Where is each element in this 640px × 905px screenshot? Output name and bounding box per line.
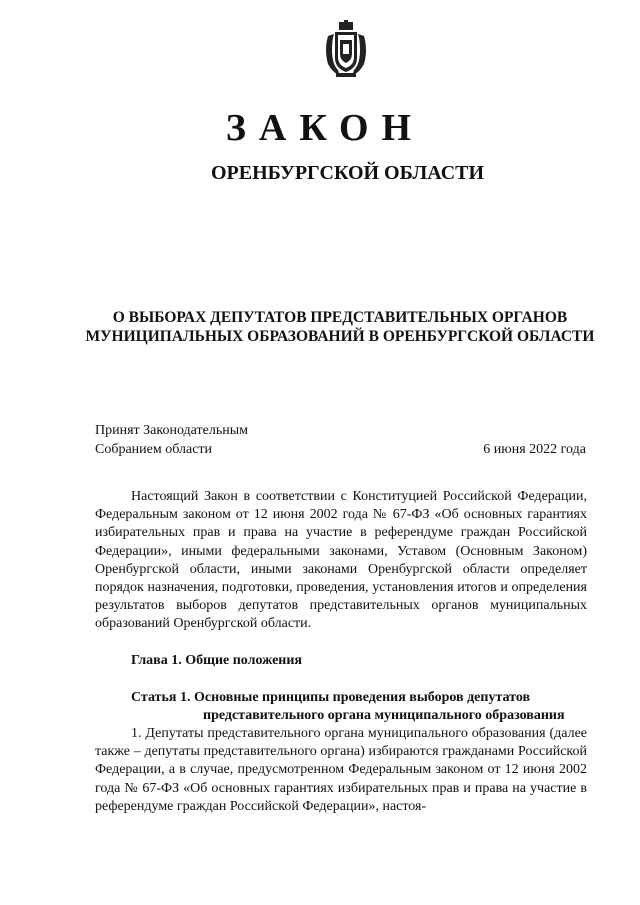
adoption-line-1: Принят Законодательным — [95, 423, 248, 438]
article-heading-line-2: представительного органа муниципального образования — [203, 708, 565, 723]
law-title: ЗАКОН — [225, 107, 425, 149]
clause-1-paragraph: 1. Депутаты представительного органа муниципального образования (далее также – депутаты представительного органа) избираются гражданами Российской Федерации, а в случае, предусмотренном Федеральным законом от 12 июня 2002 года № 67-ФЗ «Об основных гарантиях избирательных прав и права на участие в референдуме граждан Российской Федерации», настоя- — [95, 726, 587, 814]
adoption-date: 6 июня 2022 года — [483, 442, 586, 457]
region-name: ОРЕНБУРГСКОЙ ОБЛАСТИ — [210, 162, 485, 184]
article-heading-line-1: Статья 1. Основные принципы проведения выборов депутатов — [131, 690, 531, 705]
article-heading — [131, 689, 591, 725]
chapter-heading: Глава 1. Общие положения — [131, 653, 303, 668]
adoption-authority — [95, 421, 355, 459]
orenburg-coat-of-arms-icon — [322, 20, 370, 78]
preamble-paragraph: Настоящий Закон в соответствии с Конституцией Российской Федерации, Федеральным законом от 12 июня 2002 года № 67-ФЗ «Об основных гарантиях избирательных прав и права на участие в референдуме граждан Российской Федерации», иными федеральными законами, Уставом (Основным Законом) Оренбургской области, иными законами Оренбургской области определяет порядок назначения, подготовки, проведения, установления итогов и определения результатов выборов депутатов представительных органов муниципальных образований Оренбургской области. — [95, 489, 587, 632]
law-subject-title: О ВЫБОРАХ ДЕПУТАТОВ ПРЕДСТАВИТЕЛЬНЫХ ОРГАНОВ МУНИЦИПАЛЬНЫХ ОБРАЗОВАНИЙ В ОРЕНБУРГСКОЙ ОБЛАСТИ — [85, 309, 595, 345]
adoption-line-2: Собранием области — [95, 442, 213, 457]
